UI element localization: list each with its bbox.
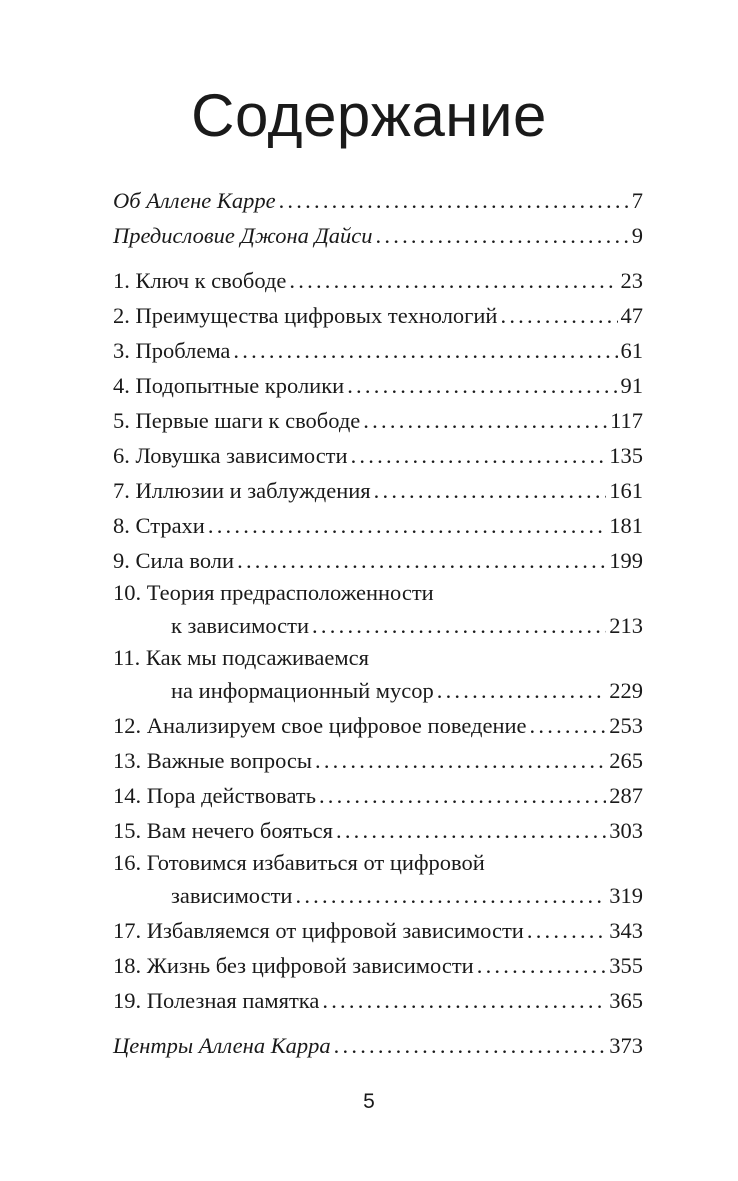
toc-entry-title: 17. Избавляемся от цифровой зависимости	[113, 918, 524, 943]
toc-entry-page: 373	[609, 1033, 643, 1058]
dot-leader	[319, 778, 606, 813]
toc-entry-page: 161	[609, 478, 643, 503]
dot-leader	[437, 673, 607, 708]
toc-entry-chapter-7[interactable]	[113, 473, 643, 508]
toc-entry-chapter-4[interactable]	[113, 368, 643, 403]
page-number: 5	[363, 1090, 375, 1113]
dot-leader	[233, 333, 617, 368]
dot-leader	[530, 708, 607, 743]
table-of-contents	[113, 183, 643, 1063]
toc-entry-title: 7. Иллюзии и заблуждения	[113, 478, 371, 503]
toc-entry-foreword[interactable]	[113, 218, 643, 253]
toc-entry-title: 18. Жизнь без цифровой зависимости	[113, 953, 474, 978]
toc-entry-title: 9. Сила воли	[113, 548, 235, 573]
toc-entry-page: 23	[620, 268, 643, 293]
toc-entry-page: 287	[609, 783, 643, 808]
toc-entry-chapter-15[interactable]	[113, 813, 643, 848]
page-title: Содержание	[191, 82, 547, 149]
toc-entry-page: 181	[609, 513, 643, 538]
toc-entry-title: 15. Вам нечего бояться	[113, 818, 333, 843]
toc-entry-title: 13. Важные вопросы	[113, 748, 312, 773]
toc-entry-title: 16. Готовимся избавиться от цифровой	[113, 850, 485, 875]
toc-entry-allen-carr-centres[interactable]	[113, 1028, 643, 1063]
toc-entry-title: 2. Преимущества цифровых технологий	[113, 303, 498, 328]
toc-entry-page: 9	[631, 223, 643, 248]
toc-entry-chapter-5[interactable]	[113, 403, 643, 438]
dot-leader	[315, 743, 606, 778]
dot-leader	[376, 218, 629, 253]
toc-entry-page: 303	[609, 818, 643, 843]
toc-entry-chapter-16[interactable]	[113, 848, 643, 913]
dot-leader	[477, 948, 607, 983]
toc-entry-page: 213	[609, 613, 643, 638]
dot-leader	[322, 983, 606, 1018]
toc-entry-chapter-9[interactable]	[113, 543, 643, 578]
toc-entry-title: 11. Как мы подсаживаемся	[113, 645, 369, 670]
dot-leader	[500, 298, 617, 333]
toc-entry-chapter-6[interactable]	[113, 438, 643, 473]
toc-entry-chapter-17[interactable]	[113, 913, 643, 948]
toc-entry-chapter-11[interactable]	[113, 643, 643, 708]
toc-entry-title-continued: к зависимости	[171, 613, 310, 638]
toc-entry-page: 355	[609, 953, 643, 978]
toc-entry-title: 8. Страхи	[113, 513, 205, 538]
dot-leader	[347, 368, 617, 403]
dot-leader	[374, 473, 607, 508]
toc-entry-title: 12. Анализируем свое цифровое поведение	[113, 713, 527, 738]
toc-entry-title: 6. Ловушка зависимости	[113, 443, 348, 468]
toc-entry-chapter-10[interactable]	[113, 578, 643, 643]
toc-entry-title: 14. Пора действовать	[113, 783, 316, 808]
toc-entry-page: 319	[609, 883, 643, 908]
toc-entry-page: 265	[609, 748, 643, 773]
toc-entry-page: 117	[610, 408, 643, 433]
toc-entry-title: Об Аллене Карре	[113, 188, 276, 213]
toc-entry-chapter-14[interactable]	[113, 778, 643, 813]
dot-leader	[312, 608, 606, 643]
toc-entry-page: 135	[609, 443, 643, 468]
toc-entry-chapter-1[interactable]	[113, 263, 643, 298]
dot-leader	[351, 438, 607, 473]
toc-entry-title: 1. Ключ к свободе	[113, 268, 287, 293]
toc-entry-page: 343	[609, 918, 643, 943]
dot-leader	[527, 913, 606, 948]
toc-entry-title: 3. Проблема	[113, 338, 231, 363]
dot-leader	[363, 403, 607, 438]
toc-entry-page: 61	[620, 338, 643, 363]
toc-entry-chapter-19[interactable]	[113, 983, 643, 1018]
dot-leader	[295, 878, 606, 913]
toc-entry-page: 91	[620, 373, 643, 398]
toc-entry-chapter-8[interactable]	[113, 508, 643, 543]
toc-entry-about-author[interactable]	[113, 183, 643, 218]
dot-leader	[334, 1028, 607, 1063]
toc-entry-title: 4. Подопытные кролики	[113, 373, 345, 398]
toc-entry-title: 10. Теория предрасположенности	[113, 580, 434, 605]
dot-leader	[336, 813, 606, 848]
dot-leader	[237, 543, 606, 578]
toc-entry-page: 199	[609, 548, 643, 573]
toc-entry-page: 229	[609, 678, 643, 703]
dot-leader	[289, 263, 617, 298]
toc-entry-chapter-18[interactable]	[113, 948, 643, 983]
toc-entry-page: 7	[631, 188, 643, 213]
toc-entry-title: Предисловие Джона Дайси	[113, 223, 373, 248]
toc-entry-page: 365	[609, 988, 643, 1013]
toc-entry-chapter-12[interactable]	[113, 708, 643, 743]
toc-entry-title: Центры Аллена Карра	[113, 1033, 331, 1058]
toc-entry-title: 19. Полезная памятка	[113, 988, 320, 1013]
dot-leader	[279, 183, 629, 218]
toc-entry-title-continued: на информационный мусор	[171, 678, 434, 703]
toc-entry-page: 47	[620, 303, 643, 328]
toc-entry-title-continued: зависимости	[171, 883, 293, 908]
toc-entry-chapter-3[interactable]	[113, 333, 643, 368]
toc-entry-chapter-13[interactable]	[113, 743, 643, 778]
toc-entry-chapter-2[interactable]	[113, 298, 643, 333]
toc-entry-title: 5. Первые шаги к свободе	[113, 408, 361, 433]
toc-entry-page: 253	[609, 713, 643, 738]
dot-leader	[208, 508, 606, 543]
